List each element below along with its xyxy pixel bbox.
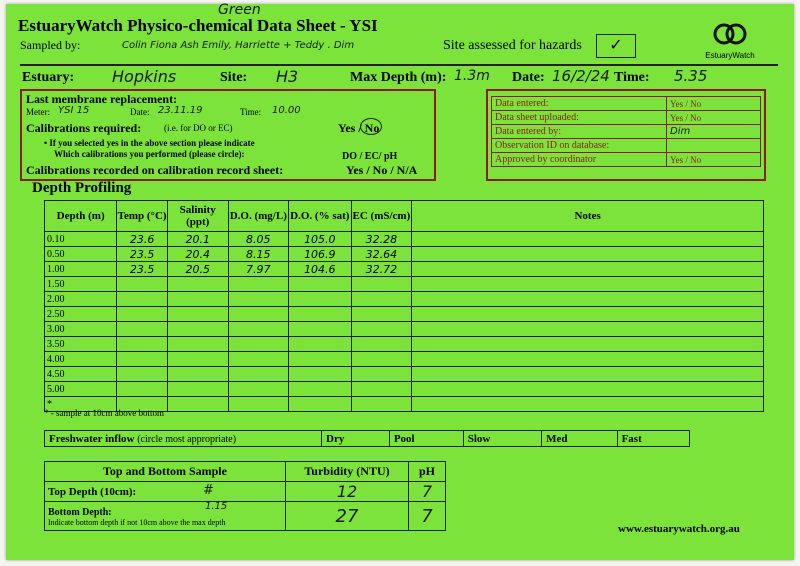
- value-cell[interactable]: [289, 292, 352, 307]
- column-header: EC (mS/cm): [351, 201, 412, 232]
- site-value: H3: [276, 67, 299, 86]
- status-row: Observation ID on database:: [492, 139, 761, 153]
- value-cell[interactable]: 23.5: [117, 262, 168, 277]
- freshwater-option[interactable]: Pool: [389, 431, 463, 447]
- membrane-box: Last membrane replacement: Meter: YSI 15 Date: 23.11.19 Time: 10.00 Calibrations required: (i.e. for DO or EC) Yes / No • If you selected yes in the above section please indicate Which calibrations you performed (please circle): DO / EC/ pH Calibrations recorded on calibration record sheet: Yes / No / N/A: [20, 89, 436, 181]
- date-value: 16/2/24: [552, 67, 610, 85]
- depth-cell: *: [45, 397, 117, 412]
- value-cell[interactable]: [117, 307, 168, 322]
- value-cell[interactable]: [412, 307, 764, 322]
- column-header: Temp (°C): [117, 201, 168, 232]
- calibration-types[interactable]: DO / EC/ pH: [342, 151, 398, 162]
- table-row: [45, 277, 764, 292]
- value-cell[interactable]: [167, 337, 228, 352]
- page-title: EstuaryWatch Physico-chemical Data Sheet - YSI: [18, 16, 378, 35]
- value-cell[interactable]: 7.97: [228, 262, 289, 277]
- bottom-turbidity[interactable]: 27: [286, 502, 409, 531]
- value-cell[interactable]: [117, 322, 168, 337]
- value-cell[interactable]: [167, 352, 228, 367]
- value-cell[interactable]: [412, 322, 764, 337]
- value-cell[interactable]: [412, 367, 764, 382]
- sampled-by-label: Sampled by:: [20, 38, 81, 52]
- depth-cell: 4.00: [45, 352, 117, 367]
- value-cell[interactable]: [289, 397, 352, 412]
- value-cell[interactable]: [351, 352, 412, 367]
- depth-footnote: * - sample at 10cm above bottom: [44, 408, 164, 418]
- column-header: Depth (m): [45, 201, 117, 232]
- data-sheet: [6, 4, 794, 560]
- value-cell[interactable]: [351, 307, 412, 322]
- table-row: [45, 352, 764, 367]
- value-cell[interactable]: 20.1: [167, 232, 228, 247]
- date-label: Date:: [512, 70, 545, 85]
- value-cell[interactable]: [228, 307, 289, 322]
- value-cell[interactable]: [228, 367, 289, 382]
- value-cell[interactable]: [117, 337, 168, 352]
- record-options[interactable]: Yes / No / N/A: [346, 163, 418, 177]
- value-cell[interactable]: 20.4: [167, 247, 228, 262]
- depth-cell: 2.00: [45, 292, 117, 307]
- sample-table: Top and Bottom Sample Turbidity (NTU) pH Top Depth (10cm): # 12 7 Bottom Depth: Indicate bottom depth if not 10cm above the max depth 1.15 27 7: [44, 461, 446, 531]
- top-ph[interactable]: 7: [409, 482, 446, 502]
- column-header: Notes: [412, 201, 764, 232]
- check-icon: ✓: [609, 37, 623, 54]
- value-cell[interactable]: 8.05: [228, 232, 289, 247]
- value-cell[interactable]: [228, 277, 289, 292]
- status-box: [486, 89, 766, 181]
- column-header: D.O. (mg/L): [228, 201, 289, 232]
- top-turbidity[interactable]: 12: [286, 482, 409, 502]
- value-cell[interactable]: [167, 292, 228, 307]
- status-row: Data entered: Yes / No: [492, 97, 761, 111]
- freshwater-label: Freshwater inflow (circle most appropriate): [45, 431, 322, 447]
- value-cell[interactable]: 20.5: [167, 262, 228, 277]
- table-row: [45, 367, 764, 382]
- value-cell[interactable]: [289, 352, 352, 367]
- maxdepth-value: 1.3m: [454, 68, 490, 84]
- above-note: Green: [218, 2, 261, 18]
- table-row: [45, 307, 764, 322]
- hazards-checkbox[interactable]: [596, 34, 636, 58]
- calibration-options[interactable]: Yes / No: [338, 121, 380, 135]
- depth-cell: 4.50: [45, 367, 117, 382]
- circle-mark-icon: [360, 118, 382, 135]
- hazards-label: Site assessed for hazards: [443, 38, 582, 53]
- value-cell[interactable]: [412, 382, 764, 397]
- depth-profiling-heading: Depth Profiling: [32, 180, 132, 196]
- top-depth-mark: #: [203, 483, 214, 498]
- value-cell[interactable]: [412, 277, 764, 292]
- status-value[interactable]: [667, 139, 761, 153]
- value-cell[interactable]: [228, 352, 289, 367]
- value-cell[interactable]: [289, 382, 352, 397]
- value-cell[interactable]: [351, 322, 412, 337]
- value-cell[interactable]: [289, 337, 352, 352]
- depth-cell: 2.50: [45, 307, 117, 322]
- value-cell[interactable]: [167, 277, 228, 292]
- value-cell[interactable]: 106.9: [289, 247, 352, 262]
- value-cell[interactable]: 23.5: [117, 247, 168, 262]
- value-cell[interactable]: [167, 397, 228, 412]
- table-row: [45, 232, 764, 247]
- table-row: [45, 262, 764, 277]
- value-cell[interactable]: [289, 307, 352, 322]
- value-cell[interactable]: [351, 382, 412, 397]
- value-cell[interactable]: [412, 247, 764, 262]
- table-row: [45, 337, 764, 352]
- value-cell[interactable]: [412, 352, 764, 367]
- depth-table: [44, 200, 764, 412]
- freshwater-option[interactable]: Med: [542, 431, 617, 447]
- status-row: Data entered by: Dim: [492, 125, 761, 139]
- value-cell[interactable]: [412, 337, 764, 352]
- value-cell[interactable]: [117, 382, 168, 397]
- status-table: [491, 96, 761, 167]
- depth-cell: 0.10: [45, 232, 117, 247]
- depth-cell: 3.50: [45, 337, 117, 352]
- value-cell[interactable]: [167, 307, 228, 322]
- depth-cell: 3.00: [45, 322, 117, 337]
- depth-cell: 0.50: [45, 247, 117, 262]
- freshwater-option[interactable]: Fast: [617, 431, 689, 447]
- value-cell[interactable]: [228, 397, 289, 412]
- time-value: 5.35: [674, 67, 708, 85]
- sampled-by-value: Colin Fiona Ash Emily, Harriette + Teddy . Dim: [122, 40, 355, 51]
- value-cell[interactable]: [228, 337, 289, 352]
- value-cell[interactable]: [167, 382, 228, 397]
- value-cell[interactable]: [228, 292, 289, 307]
- depth-cell: 1.00: [45, 262, 117, 277]
- value-cell[interactable]: [412, 232, 764, 247]
- freshwater-option[interactable]: Dry: [322, 431, 390, 447]
- estuarywatch-logo: EstuaryWatch: [700, 22, 760, 60]
- status-value[interactable]: Yes / No: [667, 111, 761, 125]
- status-row: Data sheet uploaded: Yes / No: [492, 111, 761, 125]
- value-cell[interactable]: [412, 262, 764, 277]
- value-cell[interactable]: 32.72: [351, 262, 412, 277]
- value-cell[interactable]: [351, 277, 412, 292]
- bottom-depth-value: 1.15: [205, 501, 228, 512]
- estuary-value: Hopkins: [112, 67, 177, 86]
- value-cell[interactable]: [412, 292, 764, 307]
- status-row: Approved by coordinator Yes / No: [492, 153, 761, 167]
- status-value[interactable]: Yes / No: [667, 97, 761, 111]
- footer-url[interactable]: www.estuarywatch.org.au: [618, 523, 740, 535]
- value-cell[interactable]: 23.6: [117, 232, 168, 247]
- value-cell[interactable]: [228, 322, 289, 337]
- value-cell[interactable]: [351, 337, 412, 352]
- logo-icon: [712, 22, 748, 46]
- time-label: Time:: [614, 70, 650, 85]
- maxdepth-label: Max Depth (m):: [350, 70, 447, 85]
- depth-cell: 1.50: [45, 277, 117, 292]
- column-header: D.O. (% sat): [289, 201, 352, 232]
- value-cell[interactable]: [351, 292, 412, 307]
- value-cell[interactable]: 32.28: [351, 232, 412, 247]
- value-cell[interactable]: [117, 352, 168, 367]
- value-cell[interactable]: [351, 367, 412, 382]
- value-cell[interactable]: [117, 277, 168, 292]
- value-cell[interactable]: [167, 367, 228, 382]
- table-row: [45, 322, 764, 337]
- value-cell[interactable]: 104.6: [289, 262, 352, 277]
- value-cell[interactable]: [351, 397, 412, 412]
- depth-cell: 5.00: [45, 382, 117, 397]
- estuary-label: Estuary:: [22, 70, 75, 85]
- value-cell[interactable]: [167, 322, 228, 337]
- status-value[interactable]: Yes / No: [667, 153, 761, 167]
- freshwater-option[interactable]: Slow: [463, 431, 541, 447]
- table-row: [45, 247, 764, 262]
- value-cell[interactable]: [289, 277, 352, 292]
- status-value[interactable]: Dim: [667, 125, 761, 139]
- freshwater-table: [44, 430, 690, 447]
- table-row: [45, 292, 764, 307]
- value-cell[interactable]: 32.64: [351, 247, 412, 262]
- value-cell[interactable]: [412, 397, 764, 412]
- site-label: Site:: [220, 70, 248, 85]
- column-header: Salinity (ppt): [167, 201, 228, 232]
- value-cell[interactable]: 8.15: [228, 247, 289, 262]
- value-cell[interactable]: [289, 322, 352, 337]
- bottom-ph[interactable]: 7: [409, 502, 446, 531]
- table-row: [45, 382, 764, 397]
- value-cell[interactable]: 105.0: [289, 232, 352, 247]
- value-cell[interactable]: [117, 367, 168, 382]
- value-cell[interactable]: [117, 292, 168, 307]
- value-cell[interactable]: [289, 367, 352, 382]
- value-cell[interactable]: [228, 382, 289, 397]
